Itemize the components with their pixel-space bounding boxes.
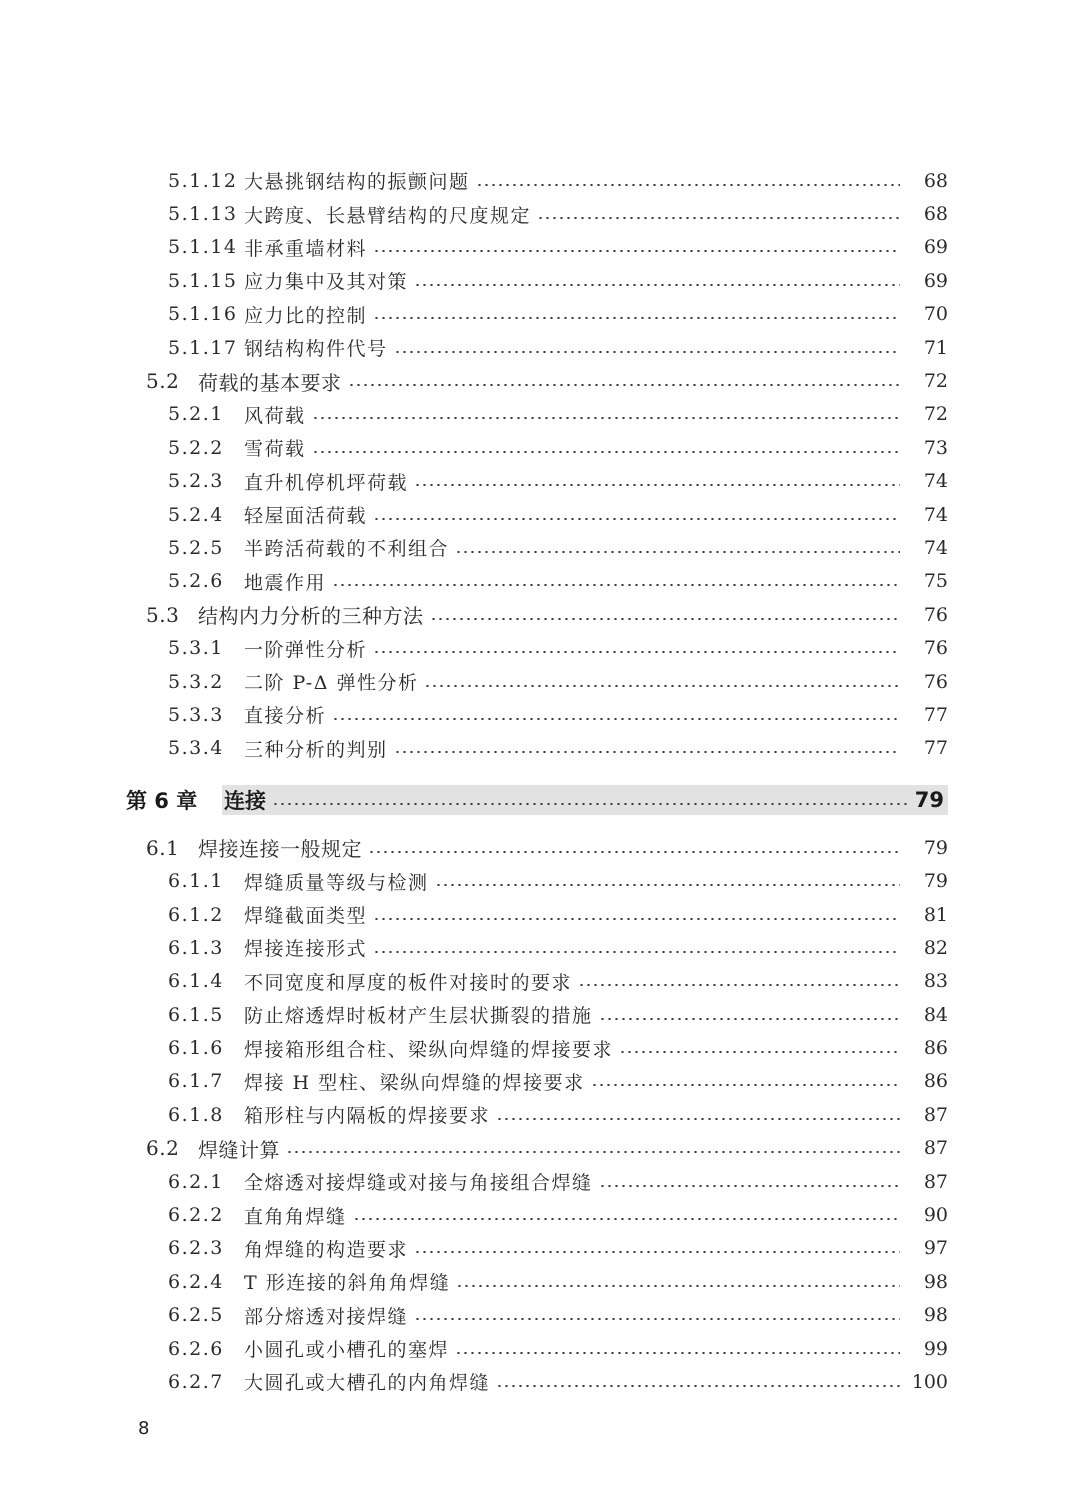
toc-entry[interactable] <box>0 631 1080 664</box>
toc-entry-number: 6.1.5 <box>168 1003 224 1026</box>
chapter-number: 第 6 章 <box>126 789 198 814</box>
toc-entry-number: 6.2.3 <box>168 1237 224 1260</box>
toc-entry[interactable] <box>0 1031 1080 1064</box>
leader-dots <box>496 1118 900 1120</box>
table-of-contents <box>0 164 1080 1399</box>
toc-entry-page: 73 <box>923 436 948 459</box>
toc-entry[interactable] <box>0 1198 1080 1231</box>
leader-dots <box>394 751 900 753</box>
toc-entry-page: 69 <box>923 236 948 259</box>
toc-entry[interactable] <box>0 864 1080 897</box>
toc-entry-number: 5.2 <box>146 369 180 394</box>
leader-dots <box>312 417 900 419</box>
toc-entry-number: 5.2.2 <box>168 436 224 459</box>
toc-entry-number: 6.2.1 <box>168 1170 224 1193</box>
toc-entry-title: 焊接 H 型柱、梁纵向焊缝的焊接要求 <box>244 1071 585 1094</box>
toc-entry-page: 98 <box>923 1304 948 1327</box>
chapter-6-heading[interactable] <box>0 785 1080 815</box>
leader-dots <box>599 1018 900 1020</box>
toc-entry-page: 69 <box>923 269 948 292</box>
toc-entry[interactable] <box>0 197 1080 230</box>
toc-entry-number: 5.1.16 <box>168 303 238 326</box>
toc-entry-title: 结构内力分析的三种方法 <box>198 604 424 629</box>
leader-dots <box>619 1051 900 1053</box>
toc-entry-page: 75 <box>923 570 948 593</box>
leader-dots <box>435 884 900 886</box>
toc-entry-number: 5.1.14 <box>168 236 238 259</box>
toc-entry-page: 87 <box>923 1103 948 1126</box>
leader-dots <box>414 484 900 486</box>
toc-entry-title: 大悬挑钢结构的振颤问题 <box>244 171 470 194</box>
leader-dots <box>456 1285 900 1287</box>
toc-entry[interactable] <box>0 698 1080 731</box>
toc-entry-title: 角焊缝的构造要求 <box>244 1238 409 1261</box>
toc-entry-page: 70 <box>923 303 948 326</box>
toc-entry-number: 6.2.6 <box>168 1337 224 1360</box>
leader-dots <box>332 584 900 586</box>
toc-entry-page: 76 <box>923 637 948 660</box>
toc-entry-number: 6.1.6 <box>168 1037 224 1060</box>
leader-dots <box>424 685 900 687</box>
leader-dots <box>332 718 900 720</box>
leader-dots <box>430 618 901 620</box>
leader-dots <box>476 184 900 186</box>
toc-entry[interactable] <box>0 831 1080 864</box>
toc-entry-number: 5.3 <box>146 602 180 627</box>
toc-entry-number: 6.1.8 <box>168 1103 224 1126</box>
leader-dots <box>373 317 900 319</box>
leader-dots <box>537 217 900 219</box>
leader-dots <box>591 1084 900 1086</box>
toc-entry-page: 79 <box>923 836 948 859</box>
leader-dots <box>578 984 900 986</box>
toc-entry-number: 6.2.4 <box>168 1270 224 1293</box>
toc-entry-title: 焊接箱形组合柱、梁纵向焊缝的焊接要求 <box>244 1038 614 1061</box>
toc-entry-number: 6.1.4 <box>168 970 224 993</box>
leader-dots <box>373 250 900 252</box>
toc-entry-number: 5.3.3 <box>168 703 224 726</box>
leader-dots <box>312 451 900 453</box>
section-5-entries <box>0 164 1080 765</box>
leader-dots <box>373 518 900 520</box>
toc-entry-page: 74 <box>923 536 948 559</box>
toc-entry-title: 部分熔透对接焊缝 <box>244 1305 409 1328</box>
leader-dots <box>348 384 901 386</box>
toc-entry-title: 大跨度、长悬臂结构的尺度规定 <box>244 204 532 227</box>
toc-entry-number: 6.1 <box>146 835 180 860</box>
toc-entry-number: 5.2.4 <box>168 503 224 526</box>
toc-entry[interactable] <box>0 1165 1080 1198</box>
page-number: 8 <box>138 1418 150 1439</box>
toc-entry-title: 焊接连接一般规定 <box>198 837 362 862</box>
toc-entry-number: 5.2.5 <box>168 536 224 559</box>
toc-entry-number: 5.1.13 <box>168 203 238 226</box>
leader-dots <box>414 1251 900 1253</box>
toc-entry-title: 直接分析 <box>244 705 327 728</box>
toc-entry-number: 5.2.1 <box>168 403 224 426</box>
toc-entry-page: 100 <box>911 1370 948 1393</box>
toc-entry-page: 99 <box>923 1337 948 1360</box>
toc-entry[interactable] <box>0 164 1080 197</box>
leader-dots <box>368 851 900 853</box>
toc-entry-number: 6.2.7 <box>168 1370 224 1393</box>
toc-entry[interactable] <box>0 431 1080 464</box>
toc-entry[interactable] <box>0 1299 1080 1332</box>
toc-entry[interactable] <box>0 364 1080 397</box>
toc-entry-page: 84 <box>923 1003 948 1026</box>
toc-entry[interactable] <box>0 1365 1080 1398</box>
toc-entry[interactable] <box>0 1065 1080 1098</box>
toc-entry-page: 76 <box>923 603 948 626</box>
toc-entry-page: 87 <box>923 1170 948 1193</box>
toc-entry-page: 86 <box>923 1070 948 1093</box>
toc-entry-page: 77 <box>923 737 948 760</box>
toc-entry-number: 6.2.2 <box>168 1204 224 1227</box>
toc-entry[interactable] <box>0 1098 1080 1131</box>
toc-entry-page: 68 <box>923 169 948 192</box>
toc-entry-title: 钢结构构件代号 <box>244 338 388 361</box>
toc-entry-number: 5.1.12 <box>168 169 238 192</box>
toc-entry-number: 6.2.5 <box>168 1304 224 1327</box>
toc-entry-title: 直角角焊缝 <box>244 1205 347 1228</box>
toc-entry-page: 74 <box>923 503 948 526</box>
leader-dots <box>455 1352 900 1354</box>
toc-entry-page: 97 <box>923 1237 948 1260</box>
leader-dots <box>394 351 900 353</box>
chapter-title: 连接 <box>224 789 266 814</box>
leader-dots <box>496 1385 900 1387</box>
toc-entry-number: 5.1.15 <box>168 269 238 292</box>
toc-entry[interactable] <box>0 898 1080 931</box>
toc-entry[interactable] <box>0 531 1080 564</box>
toc-entry-title: 风荷载 <box>244 404 306 427</box>
toc-entry-page: 68 <box>923 203 948 226</box>
toc-entry-title: 应力比的控制 <box>244 304 368 327</box>
toc-entry[interactable] <box>0 998 1080 1031</box>
toc-entry[interactable] <box>0 331 1080 364</box>
toc-entry-title: 雪荷载 <box>244 438 306 461</box>
toc-entry-title: 二阶 P-Δ 弹性分析 <box>244 672 419 695</box>
toc-entry-number: 5.3.2 <box>168 670 224 693</box>
toc-entry-number: 6.1.3 <box>168 936 224 959</box>
toc-entry-title: 不同宽度和厚度的板件对接时的要求 <box>244 971 573 994</box>
chapter-page: 79 <box>914 788 944 813</box>
toc-entry[interactable] <box>0 1332 1080 1365</box>
toc-entry-title: 半跨活荷载的不利组合 <box>244 538 450 561</box>
toc-entry[interactable] <box>0 1265 1080 1298</box>
toc-entry-number: 5.1.17 <box>168 336 238 359</box>
toc-entry-title: 直升机停机坪荷载 <box>244 471 409 494</box>
leader-dots <box>373 918 900 920</box>
section-6-entries <box>0 831 1080 1399</box>
toc-entry[interactable] <box>0 1232 1080 1265</box>
toc-entry-title: 防止熔透焊时板材产生层状撕裂的措施 <box>244 1005 593 1028</box>
toc-entry[interactable] <box>0 298 1080 331</box>
toc-entry-title: 小圆孔或小槽孔的塞焊 <box>244 1339 450 1362</box>
toc-entry-page: 83 <box>923 970 948 993</box>
toc-entry[interactable] <box>0 665 1080 698</box>
toc-entry-title: 地震作用 <box>244 571 327 594</box>
toc-entry-page: 90 <box>923 1204 948 1227</box>
leader-dots <box>414 284 900 286</box>
toc-entry-title: 焊缝计算 <box>198 1137 280 1162</box>
toc-entry-title: 轻屋面活荷载 <box>244 505 368 528</box>
leader-dots <box>353 1218 900 1220</box>
toc-entry-number: 6.1.7 <box>168 1070 224 1093</box>
toc-entry-number: 6.1.2 <box>168 903 224 926</box>
toc-entry-page: 76 <box>923 670 948 693</box>
toc-entry[interactable] <box>0 732 1080 765</box>
leader-dots <box>414 1318 900 1320</box>
toc-entry-page: 77 <box>923 703 948 726</box>
leader-dots <box>373 651 900 653</box>
leader-dots <box>599 1185 900 1187</box>
toc-entry-title: T 形连接的斜角角焊缝 <box>244 1272 451 1295</box>
toc-entry-page: 79 <box>923 870 948 893</box>
toc-entry[interactable] <box>0 264 1080 297</box>
toc-entry-title: 箱形柱与内隔板的焊接要求 <box>244 1105 491 1128</box>
toc-entry[interactable] <box>0 465 1080 498</box>
toc-entry-title: 荷载的基本要求 <box>198 370 342 395</box>
toc-entry[interactable] <box>0 1132 1080 1165</box>
toc-entry-number: 5.2.3 <box>168 470 224 493</box>
toc-entry-page: 74 <box>923 470 948 493</box>
toc-entry-title: 焊缝截面类型 <box>244 905 368 927</box>
toc-entry-number: 6.1.1 <box>168 870 224 893</box>
leader-dots <box>286 1151 900 1153</box>
toc-entry-title: 焊接连接形式 <box>244 938 368 961</box>
leader-dots <box>272 803 908 805</box>
toc-entry-title: 全熔透对接焊缝或对接与角接组合焊缝 <box>244 1172 593 1195</box>
toc-entry-page: 72 <box>923 370 948 393</box>
leader-dots <box>455 551 900 553</box>
toc-entry-title: 三种分析的判别 <box>244 738 388 761</box>
toc-entry[interactable] <box>0 598 1080 631</box>
chapter-bar <box>222 785 948 815</box>
leader-dots <box>373 951 900 953</box>
toc-entry-title: 应力集中及其对策 <box>244 271 409 294</box>
toc-entry-number: 5.3.1 <box>168 637 224 660</box>
toc-entry-page: 72 <box>923 403 948 426</box>
toc-entry-page: 86 <box>923 1037 948 1060</box>
toc-entry[interactable] <box>0 565 1080 598</box>
toc-entry-title: 非承重墙材料 <box>244 237 368 260</box>
toc-entry[interactable] <box>0 931 1080 964</box>
toc-entry-number: 5.3.4 <box>168 737 224 760</box>
toc-entry-page: 71 <box>923 336 948 359</box>
toc-entry-title: 大圆孔或大槽孔的内角焊缝 <box>244 1372 491 1395</box>
toc-entry-page: 98 <box>923 1270 948 1293</box>
toc-entry-page: 81 <box>923 903 948 926</box>
toc-entry-title: 焊缝质量等级与检测 <box>244 871 429 894</box>
toc-entry-title: 一阶弹性分析 <box>244 638 368 661</box>
toc-entry-page: 87 <box>923 1137 948 1160</box>
toc-entry[interactable] <box>0 398 1080 431</box>
toc-entry-number: 5.2.6 <box>168 570 224 593</box>
toc-entry[interactable] <box>0 498 1080 531</box>
toc-entry-page: 82 <box>923 936 948 959</box>
toc-entry[interactable] <box>0 231 1080 264</box>
toc-entry[interactable] <box>0 965 1080 998</box>
toc-entry-number: 6.2 <box>146 1136 180 1161</box>
